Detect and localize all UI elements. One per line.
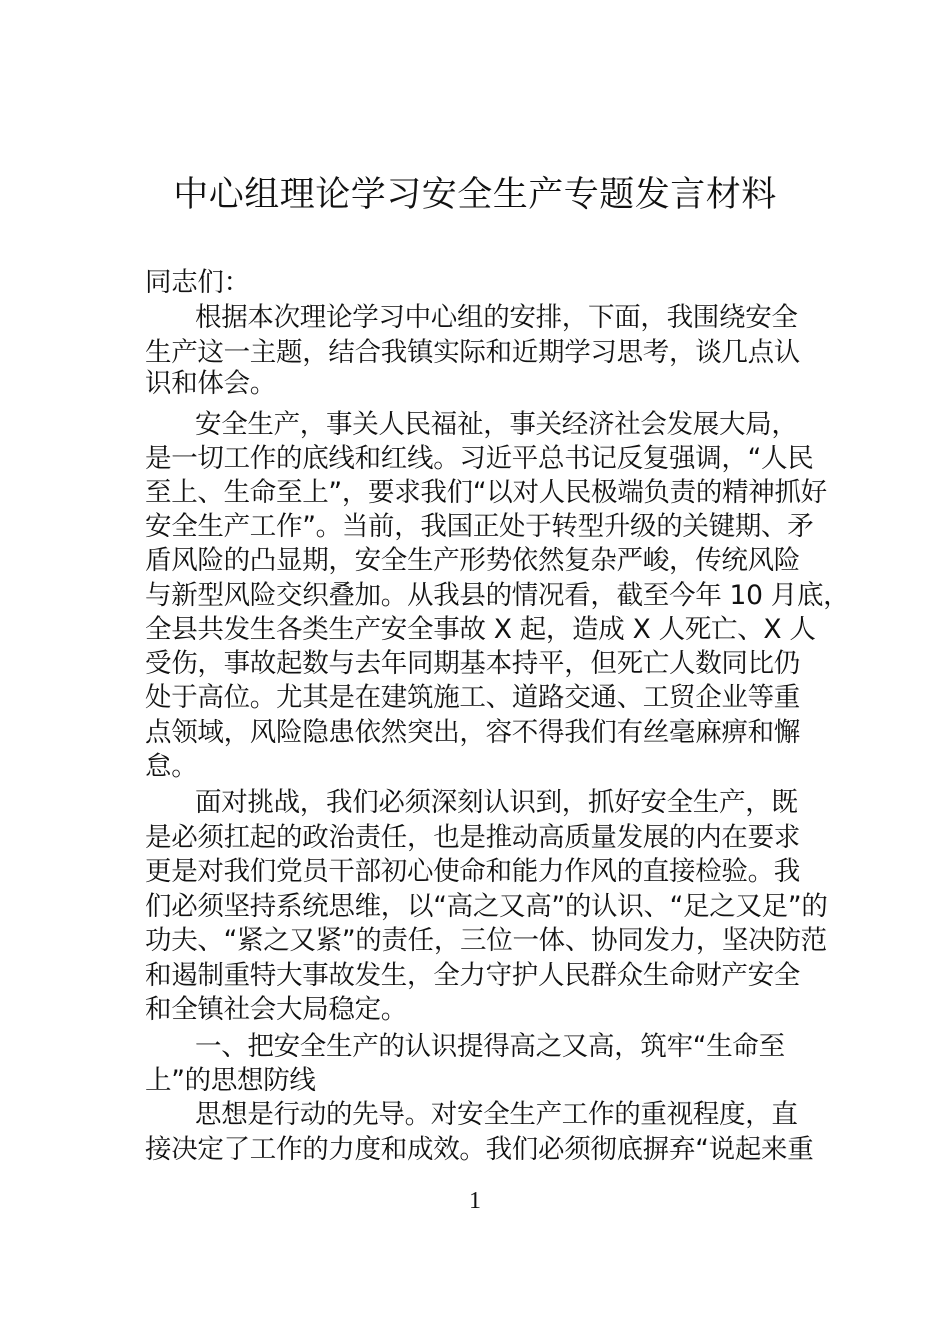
body-line: 受伤，事故起数与去年同期基本持平，但死亡人数同比仍 xyxy=(145,648,800,679)
body-line: 识和体会。 xyxy=(145,368,276,399)
body-line: 生产这一主题，结合我镇实际和近期学习思考，谈几点认 xyxy=(145,337,800,368)
body-line: 根据本次理论学习中心组的安排，下面，我围绕安全 xyxy=(195,302,798,333)
section-heading-line: 一、把安全生产的认识提得高之又高，筑牢“生命至 xyxy=(195,1031,785,1062)
body-line: 是必须扛起的政治责任，也是推动高质量发展的内在要求 xyxy=(145,822,800,853)
body-line: 安全生产工作”。当前，我国正处于转型升级的关键期、矛 xyxy=(145,511,814,542)
body-line: 接决定了工作的力度和成效。我们必须彻底摒弃“说起来重 xyxy=(145,1134,814,1165)
body-line: 至上、生命至上”，要求我们“以对人民极端负责的精神抓好 xyxy=(145,477,827,508)
body-line: 点领域，风险隐患依然突出，容不得我们有丝毫麻痹和懈 xyxy=(145,717,800,748)
body-line: 是一切工作的底线和红线。习近平总书记反复强调，“人民 xyxy=(145,443,814,474)
body-line: 盾风险的凸显期，安全生产形势依然复杂严峻，传统风险 xyxy=(145,545,800,576)
body-line: 处于高位。尤其是在建筑施工、道路交通、工贸企业等重 xyxy=(145,682,800,713)
body-line: 和全镇社会大局稳定。 xyxy=(145,994,407,1025)
body-line: 全县共发生各类生产安全事故 X 起，造成 X 人死亡、X 人 xyxy=(145,614,816,645)
document-title: 中心组理论学习安全生产专题发言材料 xyxy=(173,175,777,215)
body-line: 安全生产，事关人民福祉，事关经济社会发展大局， xyxy=(195,409,798,440)
section-heading-line: 上”的思想防线 xyxy=(145,1065,316,1096)
salutation-line: 同志们： xyxy=(145,267,250,298)
body-line: 与新型风险交织叠加。从我县的情况看，截至今年 10 月底， xyxy=(145,580,850,611)
body-line: 们必须坚持系统思维，以“高之又高”的认识、“足之又足”的 xyxy=(145,891,828,922)
body-line: 思想是行动的先导。对安全生产工作的重视程度，直 xyxy=(195,1099,798,1130)
body-line: 和遏制重特大事故发生，全力守护人民群众生命财产安全 xyxy=(145,960,800,991)
body-line: 功夫、“紧之又紧”的责任，三位一体、协同发力，坚决防范 xyxy=(145,925,827,956)
body-line: 怠。 xyxy=(145,751,198,782)
body-line: 更是对我们党员干部初心使命和能力作风的直接检验。我 xyxy=(145,856,800,887)
body-line: 面对挑战，我们必须深刻认识到，抓好安全生产，既 xyxy=(195,787,798,818)
page-number: 1 xyxy=(469,1188,481,1214)
